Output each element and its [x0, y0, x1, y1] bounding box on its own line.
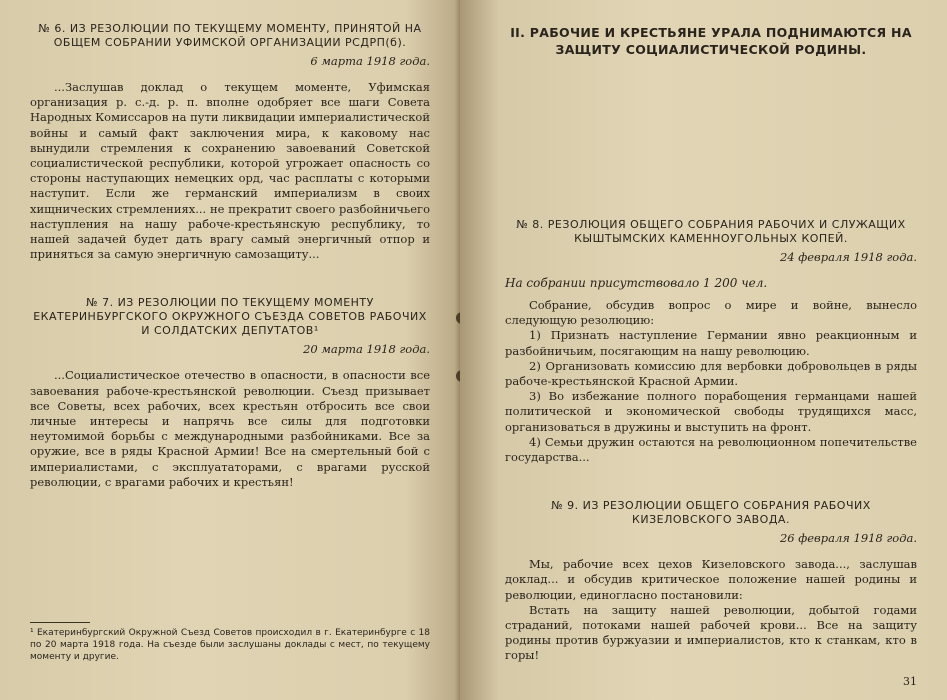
right-page — [460, 0, 947, 700]
doc9-text1: Мы, рабочие всех цехов Кизеловского завода..., заслушав доклад... и обсудив критическое положение нашей родины и революции, единогласно постановили: — [505, 557, 917, 602]
footnote-rule — [30, 622, 90, 623]
doc9-heading: № 9. ИЗ РЕЗОЛЮЦИИ ОБЩЕГО СОБРАНИЯ РАБОЧИХ КИЗЕЛОВСКОГО ЗАВОДА. — [551, 499, 871, 527]
doc7-heading: № 7. ИЗ РЕЗОЛЮЦИИ ПО ТЕКУЩЕМУ МОМЕНТУ ЕКАТЕРИНБУРГСКОГО ОКРУЖНОГО СЪЕЗДА СОВЕТОВ РАБОЧИХ И СОЛДАТСКИХ ДЕПУТАТОВ¹ — [33, 296, 427, 338]
doc7-text: ...Социалистическое отечество в опасности, в опасности все завоевания рабоче-крестьянской революции. Съезд призывает все Советы, всех рабочих, всех крестьян отбросить все свои личные интересы и напрячь все силы для подготовки неутомимой борьбы с международными разбойниками. Все за оружие, все в ряды Красной Армии! Все на смертельный бой с империалистами, с эксплуататорами, с врагами русской революции, с врагами рабочих и крестьян! — [30, 368, 430, 489]
doc6-text: ...Заслушав доклад о текущем моменте, Уфимская организация р. с.-д. р. п. вполне одобряет все шаги Совета Народных Комиссаров на пути ликвидации империалистической войны и самый факт заключения мира, к каковому нас вынудили стремления к сохранению завоеваний Советской социалистической республики, которой угрожает опасность со стороны наступающих немецких орд, час расплаты с которыми наступит. Если же германский империализм в своих хищнических стремлениях... не прекратит своего разбойничьего наступления на нашу рабоче-крестьянскую республику, то нашей задачей будет дать врагу самый энергичный отпор и приняться за самую энергичную самозащиту... — [30, 80, 430, 262]
footnote: ¹ Екатеринбургский Окружной Съезд Советов происходил в г. Екатеринбурге с 18 по 20 марта 1918 года. На съезде были заслушаны доклады с мест, по текущему моменту и другие. — [30, 628, 430, 662]
doc8-item: 1) Признать наступление Германии явно реакционным и разбойничьим, посягающим на нашу революцию. — [505, 328, 917, 358]
doc8-intro: Собрание, обсудив вопрос о мире и войне, вынесло следующую резолюцию: — [505, 298, 917, 328]
doc8-date: 24 февраля 1918 года. — [779, 250, 917, 264]
section-title: II. РАБОЧИЕ И КРЕСТЬЯНЕ УРАЛА ПОДНИМАЮТСЯ НА ЗАЩИТУ СОЦИАЛИСТИЧЕСКОЙ РОДИНЫ. — [510, 25, 912, 57]
page-number: 31 — [903, 675, 917, 688]
doc8-item: 3) Во избежание полного порабощения германцами нашей политической и экономической свободы трудящихся масс, организоваться в дружины и выступить на фронт. — [505, 389, 917, 434]
doc8-attendance: На собрании присутствовало 1 200 чел. — [505, 276, 768, 290]
doc8-item: 2) Организовать комиссию для вербовки добровольцев в ряды рабоче-крестьянской Красной Армии. — [505, 358, 917, 389]
doc7-date: 20 марта 1918 года. — [303, 342, 430, 357]
doc9-text2: Встать на защиту нашей революции, добытой годами страданий, потоками нашей рабочей крови... Все на защиту родины против буржуазии и империалистов, кто к станкам, кто в горы! — [505, 602, 917, 663]
doc8-heading: № 8. РЕЗОЛЮЦИЯ ОБЩЕГО СОБРАНИЯ РАБОЧИХ И СЛУЖАЩИХ КЫШТЫМСКИХ КАМЕННОУГОЛЬНЫХ КОПЕЙ. — [516, 218, 906, 245]
footnote-block — [30, 622, 430, 663]
left-page — [0, 0, 460, 700]
doc8-item: 4) Семьи дружин остаются на революционном попечительстве государства... — [505, 434, 917, 465]
doc9-date: 26 февраля 1918 года. — [779, 531, 917, 546]
doc6-date: 6 марта 1918 года. — [310, 54, 430, 68]
doc6-heading: № 6. ИЗ РЕЗОЛЮЦИИ ПО ТЕКУЩЕМУ МОМЕНТУ, ПРИНЯТОЙ НА ОБЩЕМ СОБРАНИИ УФИМСКОЙ ОРГАНИЗАЦИИ РСДРП(б). — [38, 22, 422, 49]
